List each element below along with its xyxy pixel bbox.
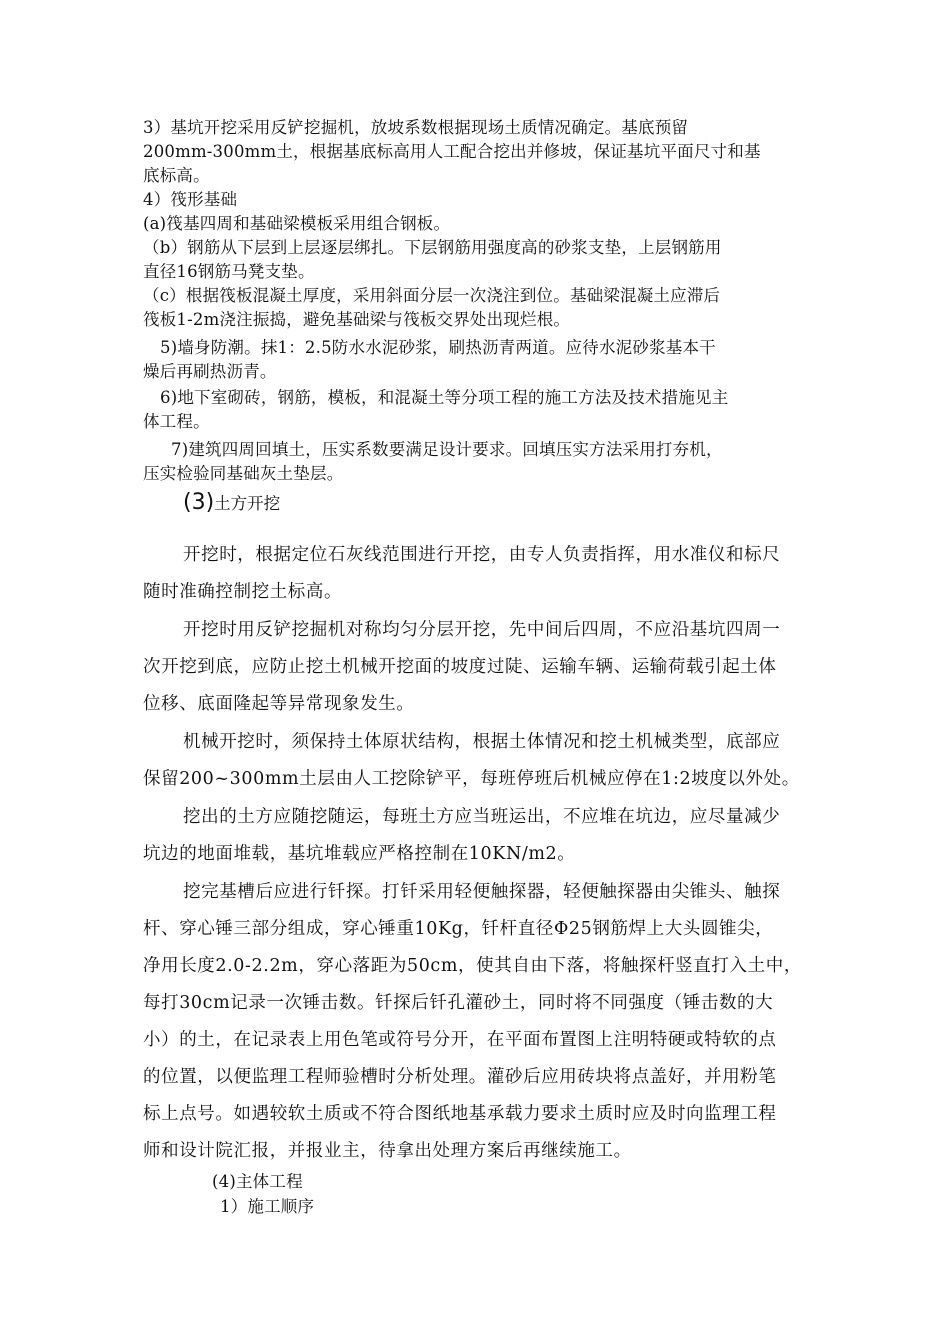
paragraph-line: 位移、底面隆起等异常现象发生。 <box>143 694 415 714</box>
paragraph-line: 师和设计院汇报，并报业主，待拿出处理方案后再继续施工。 <box>143 1141 632 1161</box>
paragraph-line: 随时准确控制挖土标高。 <box>143 582 343 602</box>
paragraph-line: 开挖时，根据定位石灰线范围进行开挖，由专人负责指挥，用水准仪和标尺 <box>183 545 781 565</box>
paragraph-line: 坑边的地面堆载，基坑堆载应严格控制在10KN/m2。 <box>143 844 576 864</box>
section-heading: 4）筏形基础 <box>143 190 238 209</box>
text-line: 压实检验同基础灰土垫层。 <box>143 464 344 483</box>
paragraph-line: 的位置，以便监理工程师验槽时分析处理。灌砂后应用砖块将点盖好，并用粉笔 <box>143 1067 777 1087</box>
text-line: 燥后再刷热沥青。 <box>143 362 277 381</box>
paragraph-line: 保留200~300mm土层由人工挖除铲平，每班停班后机械应停在1:2坡度以外处。 <box>143 769 800 789</box>
paragraph-line: 杆、穿心锤三部分组成，穿心锤重10Kg，钎杆直径Φ25钢筋焊上大头圆锥尖， <box>143 919 774 939</box>
paragraph-line: 挖出的土方应随挖随运，每班土方应当班运出，不应堆在坑边，应尽量减少 <box>183 807 781 827</box>
paragraph-line: 小）的土，在记录表上用色笔或符号分开，在平面布置图上注明特硬或特软的点 <box>143 1030 777 1050</box>
text-line: 3）基坑开挖采用反铲挖掘机，放坡系数根据现场土质情况确定。基底预留 <box>143 118 689 137</box>
paragraph-line: 标上点号。如遇较软土质或不符合图纸地基承载力要求土质时应及时向监理工程 <box>143 1104 777 1124</box>
text-line: 5)墙身防潮。抹1：2.5防水水泥砂浆，刷热沥青两道。应待水泥砂浆基本干 <box>160 338 716 357</box>
text-line: 7)建筑四周回填土，压实系数要满足设计要求。回填压实方法采用打夯机， <box>171 440 723 459</box>
paragraph-line: 挖完基槽后应进行钎探。打钎采用轻便触探器，轻便触探器由尖锥头、触探 <box>183 882 781 902</box>
text-line: (a)筏基四周和基础梁模板采用组合钢板。 <box>143 214 451 233</box>
text-line: （c）根据筏板混凝土厚度，采用斜面分层一次浇注到位。基础梁混凝土应滞后 <box>143 286 721 305</box>
text-line: 底标高。 <box>143 166 210 185</box>
section-number: (3) <box>183 490 215 515</box>
text-line: （b）钢筋从下层到上层逐层绑扎。下层钢筋用强度高的砂浆支垫，上层钢筋用 <box>143 238 722 257</box>
subsection-heading: 1）施工顺序 <box>220 1197 315 1216</box>
text-line: 200mm-300mm土，根据基底标高用人工配合挖出并修坡，保证基坑平面尺寸和基 <box>143 142 761 161</box>
text-line: 体工程。 <box>143 412 210 431</box>
text-line: 筏板1-2m浇注振捣，避免基础梁与筏板交界处出现烂根。 <box>143 310 571 329</box>
paragraph-line: 次开挖到底，应防止挖土机械开挖面的坡度过陡、运输车辆、运输荷载引起土体 <box>143 657 777 677</box>
section-heading-3 <box>183 490 280 515</box>
section-title: 土方开挖 <box>214 494 281 513</box>
text-line: 6)地下室砌砖，钢筋，模板，和混凝土等分项工程的施工方法及技术措施见主 <box>160 388 729 407</box>
paragraph-line: 机械开挖时，须保持土体原状结构，根据土体情况和挖土机械类型，底部应 <box>183 732 781 752</box>
paragraph-line: 净用长度2.0-2.2m，穿心落距为50cm，使其自由下落，将触探杆竖直打入土中， <box>143 956 802 976</box>
section-heading-4: (4)主体工程 <box>212 1172 303 1191</box>
paragraph-line: 开挖时用反铲挖掘机对称均匀分层开挖，先中间后四周，不应沿基坑四周一 <box>183 620 781 640</box>
paragraph-line: 每打30cm记录一次锤击数。钎探后钎孔灌砂土，同时将不同强度（锤击数的大 <box>143 993 774 1013</box>
text-line: 直径16钢筋马凳支垫。 <box>143 262 315 281</box>
